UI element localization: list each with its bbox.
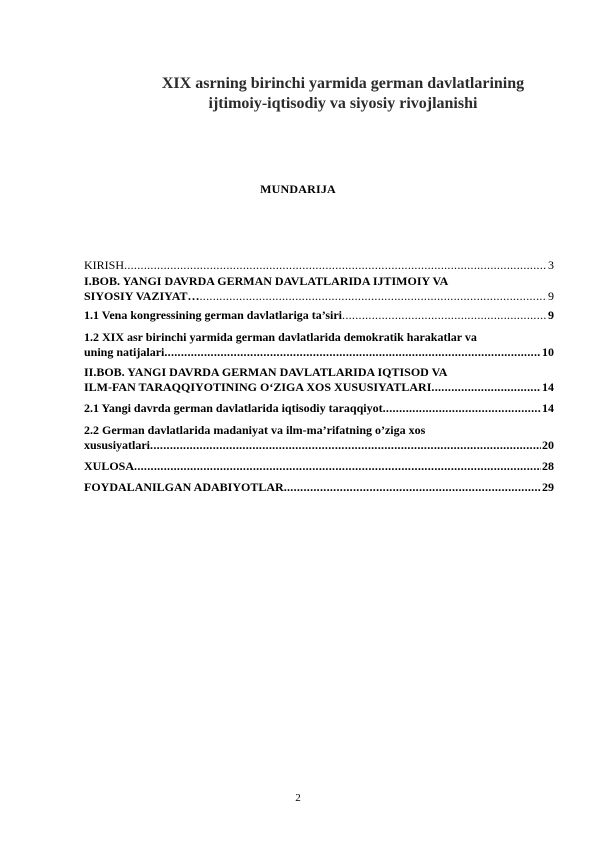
toc-entry-section-2-1[interactable] (84, 401, 554, 416)
toc-entry-kirish[interactable] (84, 258, 554, 273)
toc-entry-text: 1.2 XIX asr birinchi yarmida german davlatlarida demokratik harakatlar va (84, 330, 477, 344)
contents-heading: MUNDARIJA (260, 182, 336, 196)
toc-entry-foydalanilgan-adabiyotlar[interactable] (84, 480, 554, 495)
document-title (110, 74, 576, 114)
toc-page-number: 10 (542, 345, 554, 359)
toc-entry-text: FOYDALANILGAN ADABIYOTLAR (84, 480, 284, 494)
toc-leader-dots (342, 308, 547, 323)
toc-leader-dots (431, 380, 541, 395)
toc-leader-dots (284, 480, 541, 495)
toc-entry-text: ILM-FAN TARAQQIYOTINING O‘ZIGA XOS XUSUSIYATLARI (84, 380, 432, 394)
page-number: 2 (295, 792, 301, 804)
title-line-1: XIX asrning birinchi yarmida german davlatlarining (161, 75, 525, 92)
toc-leader-dots (200, 289, 548, 304)
toc-page-number: 14 (542, 380, 554, 394)
toc-entry-text: SIYOSIY VAZIYAT… (84, 289, 200, 303)
toc-entry-text: uning natijalari (84, 345, 165, 359)
toc-entry-section-2-2[interactable] (84, 423, 554, 453)
toc-page-number: 20 (542, 438, 554, 452)
toc-page-number: 9 (548, 308, 554, 322)
toc-entry-chapter-1[interactable] (84, 274, 554, 304)
toc-entry-section-1-1[interactable] (84, 308, 554, 323)
toc-page-number: 14 (542, 401, 554, 415)
toc-entry-text: xususiyatlari (84, 438, 151, 452)
toc-page-number: 29 (542, 480, 554, 494)
toc-entry-text: 2.1 Yangi davrda german davlatlarida iqtisodiy taraqqiyot (84, 401, 383, 415)
toc-entry-text: I.BOB. YANGI DAVRDA GERMAN DAVLATLARIDA IJTIMOIY VA (84, 274, 449, 288)
toc-entry-text: KIRISH (84, 258, 125, 272)
toc-page-number: 3 (548, 258, 554, 272)
toc-entry-text: 1.1 Vena kongressining german davlatlariga ta’siri (84, 308, 343, 322)
toc-leader-dots (164, 345, 541, 360)
toc-entry-section-1-2[interactable] (84, 330, 554, 360)
title-line-2: ijtimoiy-iqtisodiy va siyosiy rivojlanishi (208, 95, 478, 112)
toc-page-number: 28 (542, 459, 554, 473)
toc-leader-dots (383, 401, 541, 416)
toc-leader-dots (134, 459, 541, 474)
toc-leader-dots (150, 438, 541, 453)
table-of-contents (84, 258, 554, 495)
toc-entry-text: II.BOB. YANGI DAVRDA GERMAN DAVLATLARIDA IQTISOD VA (84, 365, 448, 379)
toc-entry-text: 2.2 German davlatlarida madaniyat va ilm-ma’rifatning o’ziga xos (84, 423, 426, 437)
toc-entry-chapter-2[interactable] (84, 365, 554, 395)
toc-entry-xulosa[interactable] (84, 459, 554, 474)
toc-entry-text: XULOSA (84, 459, 135, 473)
toc-leader-dots (124, 258, 547, 273)
toc-page-number: 9 (548, 289, 554, 303)
